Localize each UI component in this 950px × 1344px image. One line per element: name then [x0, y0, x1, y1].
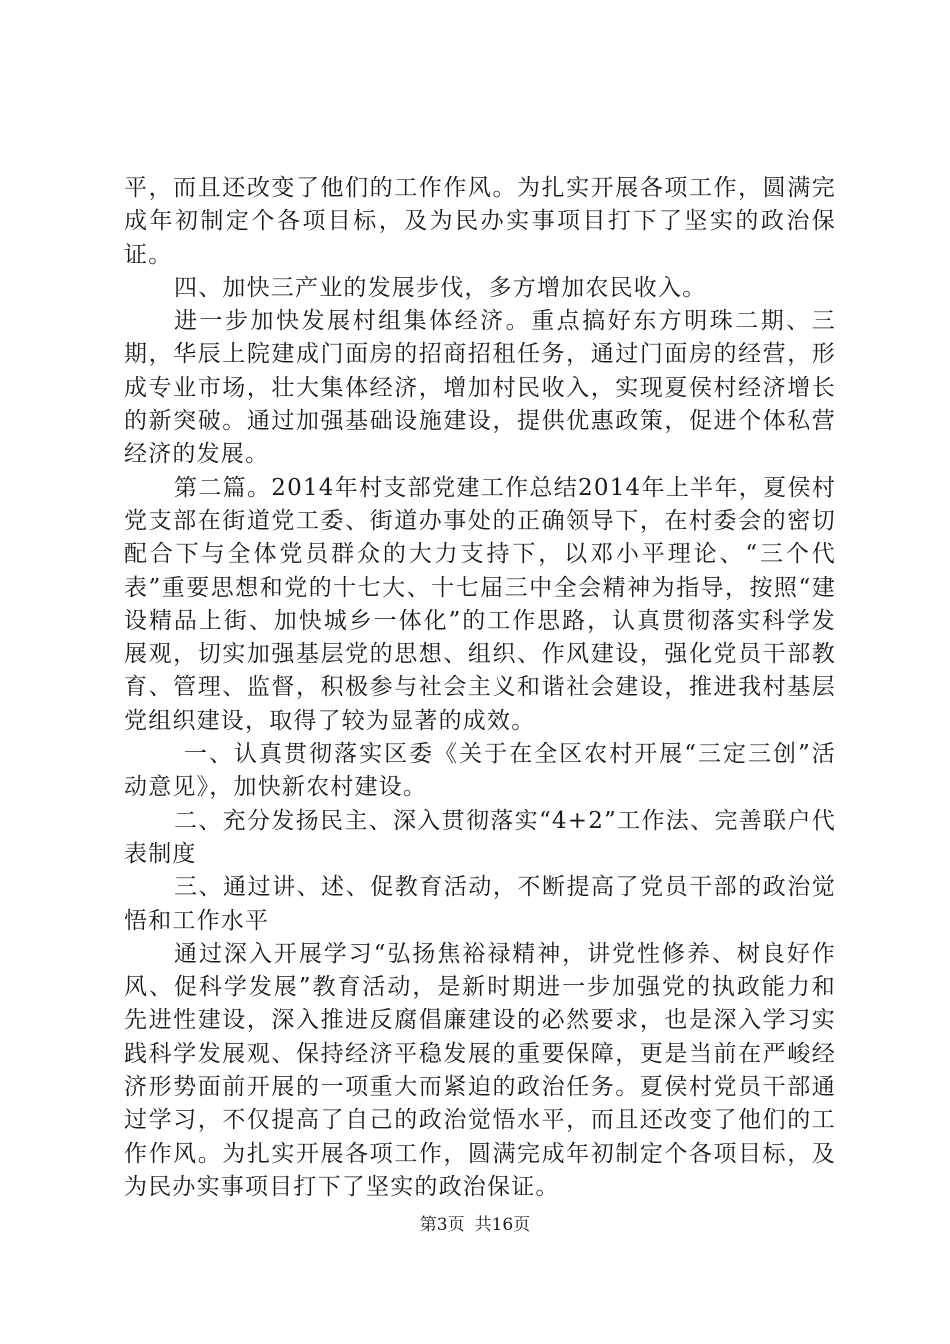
section-heading-one: 一、认真贯彻落实区委《关于在全区农村开展“三定三创”活动意见》，加快新农村建设。: [124, 741, 836, 801]
paragraph-collective-economy: 进一步加快发展村组集体经济。重点搞好东方明珠二期、三期，华辰上院建成门面房的招商招租任务，通过门面房的经营，形成专业市场，壮大集体经济，增加村民收入，实现夏侯村经济增长的新突破。通过加强基础设施建设，提供优惠政策，促进个体私营经济的发展。: [124, 308, 836, 468]
page-number-current: 第3页: [419, 1215, 465, 1235]
paragraph-continuation: 平，而且还改变了他们的工作作风。为扎实开展各项工作，圆满完成年初制定个各项目标，及为民办实事项目打下了坚实的政治保证。: [124, 175, 836, 268]
section-heading-three: 三、通过讲、述、促教育活动，不断提高了党员干部的政治觉悟和工作水平: [124, 874, 836, 934]
paragraph-second-article: 第二篇。2014年村支部党建工作总结2014年上半年，夏侯村党支部在街道党工委、街道办事处的正确领导下，在村委会的密切配合下与全体党员群众的大力支持下，以邓小平理论、“三个代表”重要思想和党的十七大、十七届三中全会精神为指导，按照“建设精品上街、加快城乡一体化”的工作思路，认真贯彻落实科学发展观，切实加强基层党的思想、组织、作风建设，强化党员干部教育、管理、监督，积极参与社会主义和谐社会建设，推进我村基层党组织建设，取得了较为显著的成效。: [124, 474, 836, 734]
page-number-total: 共16页: [474, 1215, 531, 1235]
page-footer: [0, 1213, 950, 1237]
document-body: [124, 172, 836, 1204]
paragraph-education-activity: 通过深入开展学习“弘扬焦裕禄精神，讲党性修养、树良好作风、促科学发展”教育活动，是新时期进一步加强党的执政能力和先进性建设，深入推进反腐倡廉建设的必然要求，也是深入学习实践科学发展观、保持经济平稳发展的重要保障，更是当前在严峻经济形势面前开展的一项重大而紧迫的政治任务。夏侯村党员干部通过学习，不仅提高了自己的政治觉悟水平，而且还改变了他们的工作作风。为扎实开展各项工作，圆满完成年初制定个各项目标，及为民办实事项目打下了坚实的政治保证。: [124, 940, 836, 1200]
section-heading-four: 四、加快三产业的发展步伐，多方增加农民收入。: [174, 274, 707, 301]
section-heading-two: 二、充分发扬民主、深入贯彻落实“4+2”工作法、完善联户代表制度: [124, 807, 836, 867]
